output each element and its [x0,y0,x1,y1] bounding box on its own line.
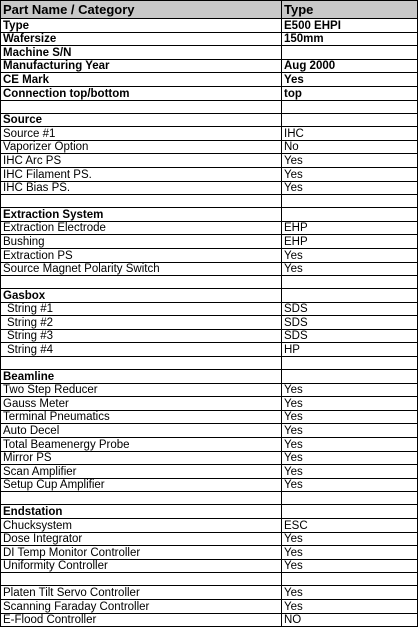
type-value-cell: Yes [282,424,418,438]
type-value-cell: Yes [282,438,418,452]
part-name-cell: IHC Filament PS. [1,167,282,181]
table-row [1,235,418,249]
part-name-cell: Vaporizer Option [1,140,282,154]
table-row [1,478,418,492]
type-value-cell: SDS [282,316,418,330]
type-value-cell [282,46,418,60]
table-row [1,397,418,411]
section-header-row [1,208,418,222]
part-name-cell: IHC Arc PS [1,154,282,168]
type-value-cell: Yes [282,410,418,424]
part-name-cell: Dose Integrator [1,532,282,546]
table-row [1,613,418,627]
header-type: Type [282,1,418,19]
table-row [1,532,418,546]
type-value-cell: Yes [282,586,418,600]
section-header-row [1,505,418,519]
table-row [1,181,418,195]
table-row [1,59,418,73]
table-row [1,262,418,276]
table-row [1,154,418,168]
type-value-cell: Yes [282,181,418,195]
part-name-cell [1,573,282,586]
type-value-cell: NO [282,613,418,627]
part-name-cell: Source #1 [1,127,282,141]
type-value-cell: Yes [282,546,418,560]
section-title: Gasbox [1,289,282,303]
section-header-row [1,113,418,127]
type-value-cell: Yes [282,465,418,479]
spacer-row [1,492,418,505]
type-value-cell [282,100,418,113]
type-value-cell [282,505,418,519]
type-value-cell: Yes [282,599,418,613]
table-row [1,140,418,154]
section-title: Beamline [1,370,282,384]
type-value-cell: HP [282,343,418,357]
type-value-cell [282,573,418,586]
part-name-cell: Source Magnet Polarity Switch [1,262,282,276]
table-row [1,451,418,465]
part-name-cell: IHC Bias PS. [1,181,282,195]
type-value-cell: Yes [282,532,418,546]
table-row [1,343,418,357]
part-name-cell: CE Mark [1,73,282,87]
part-name-cell: String #3 [1,329,282,343]
part-name-cell: DI Temp Monitor Controller [1,546,282,560]
part-name-cell: Type [1,19,282,33]
table-row [1,19,418,33]
type-value-cell: Yes [282,167,418,181]
part-name-cell [1,100,282,113]
part-name-cell: Manufacturing Year [1,59,282,73]
part-name-cell: Two Step Reducer [1,383,282,397]
type-value-cell [282,370,418,384]
type-value-cell: IHC [282,127,418,141]
part-name-cell: Gauss Meter [1,397,282,411]
part-name-cell: Auto Decel [1,424,282,438]
table-row [1,383,418,397]
part-name-cell: Wafersize [1,32,282,46]
part-name-cell: Machine S/N [1,46,282,60]
type-value-cell: Aug 2000 [282,59,418,73]
part-name-cell [1,195,282,208]
table-row [1,465,418,479]
part-name-cell: Uniformity Controller [1,559,282,573]
type-value-cell [282,208,418,222]
section-header-row [1,370,418,384]
part-name-cell [1,276,282,289]
table-row [1,546,418,560]
type-value-cell: 150mm [282,32,418,46]
table-row [1,599,418,613]
spec-table-body [1,1,418,627]
type-value-cell: Yes [282,397,418,411]
type-value-cell: Yes [282,73,418,87]
spacer-row [1,357,418,370]
part-name-cell: Total Beamenergy Probe [1,438,282,452]
table-row [1,424,418,438]
table-row [1,586,418,600]
table-row [1,316,418,330]
type-value-cell: Yes [282,451,418,465]
table-header-row [1,1,418,19]
spacer-row [1,195,418,208]
type-value-cell: No [282,140,418,154]
part-name-cell: Chucksystem [1,519,282,533]
type-value-cell: SDS [282,329,418,343]
type-value-cell [282,492,418,505]
type-value-cell: SDS [282,302,418,316]
part-name-cell: Mirror PS [1,451,282,465]
type-value-cell: Yes [282,248,418,262]
table-row [1,167,418,181]
type-value-cell: Yes [282,559,418,573]
table-row [1,32,418,46]
spacer-row [1,276,418,289]
part-name-cell: String #2 [1,316,282,330]
table-row [1,127,418,141]
table-row [1,329,418,343]
section-title: Endstation [1,505,282,519]
table-row [1,302,418,316]
table-row [1,46,418,60]
type-value-cell [282,289,418,303]
section-title: Source [1,113,282,127]
part-name-cell: String #4 [1,343,282,357]
type-value-cell: EHP [282,221,418,235]
spacer-row [1,100,418,113]
part-name-cell: Extraction Electrode [1,221,282,235]
type-value-cell: ESC [282,519,418,533]
part-name-cell: Scan Amplifier [1,465,282,479]
part-name-cell: Terminal Pneumatics [1,410,282,424]
part-name-cell [1,492,282,505]
part-name-cell: Platen Tilt Servo Controller [1,586,282,600]
table-row [1,86,418,100]
type-value-cell [282,357,418,370]
table-row [1,559,418,573]
type-value-cell: E500 EHPI [282,19,418,33]
part-name-cell: Setup Cup Amplifier [1,478,282,492]
type-value-cell [282,276,418,289]
table-row [1,73,418,87]
table-row [1,519,418,533]
section-header-row [1,289,418,303]
type-value-cell: Yes [282,478,418,492]
part-name-cell: Extraction PS [1,248,282,262]
type-value-cell: top [282,86,418,100]
type-value-cell [282,195,418,208]
part-name-cell: E-Flood Controller [1,613,282,627]
header-part-name: Part Name / Category [1,1,282,19]
table-row [1,248,418,262]
part-name-cell: Bushing [1,235,282,249]
type-value-cell: Yes [282,262,418,276]
part-name-cell: Connection top/bottom [1,86,282,100]
part-name-cell [1,357,282,370]
part-name-cell: Scanning Faraday Controller [1,599,282,613]
spacer-row [1,573,418,586]
section-title: Extraction System [1,208,282,222]
type-value-cell: Yes [282,383,418,397]
table-row [1,410,418,424]
part-name-cell: String #1 [1,302,282,316]
table-row [1,221,418,235]
type-value-cell: EHP [282,235,418,249]
type-value-cell: Yes [282,154,418,168]
table-row [1,438,418,452]
type-value-cell [282,113,418,127]
